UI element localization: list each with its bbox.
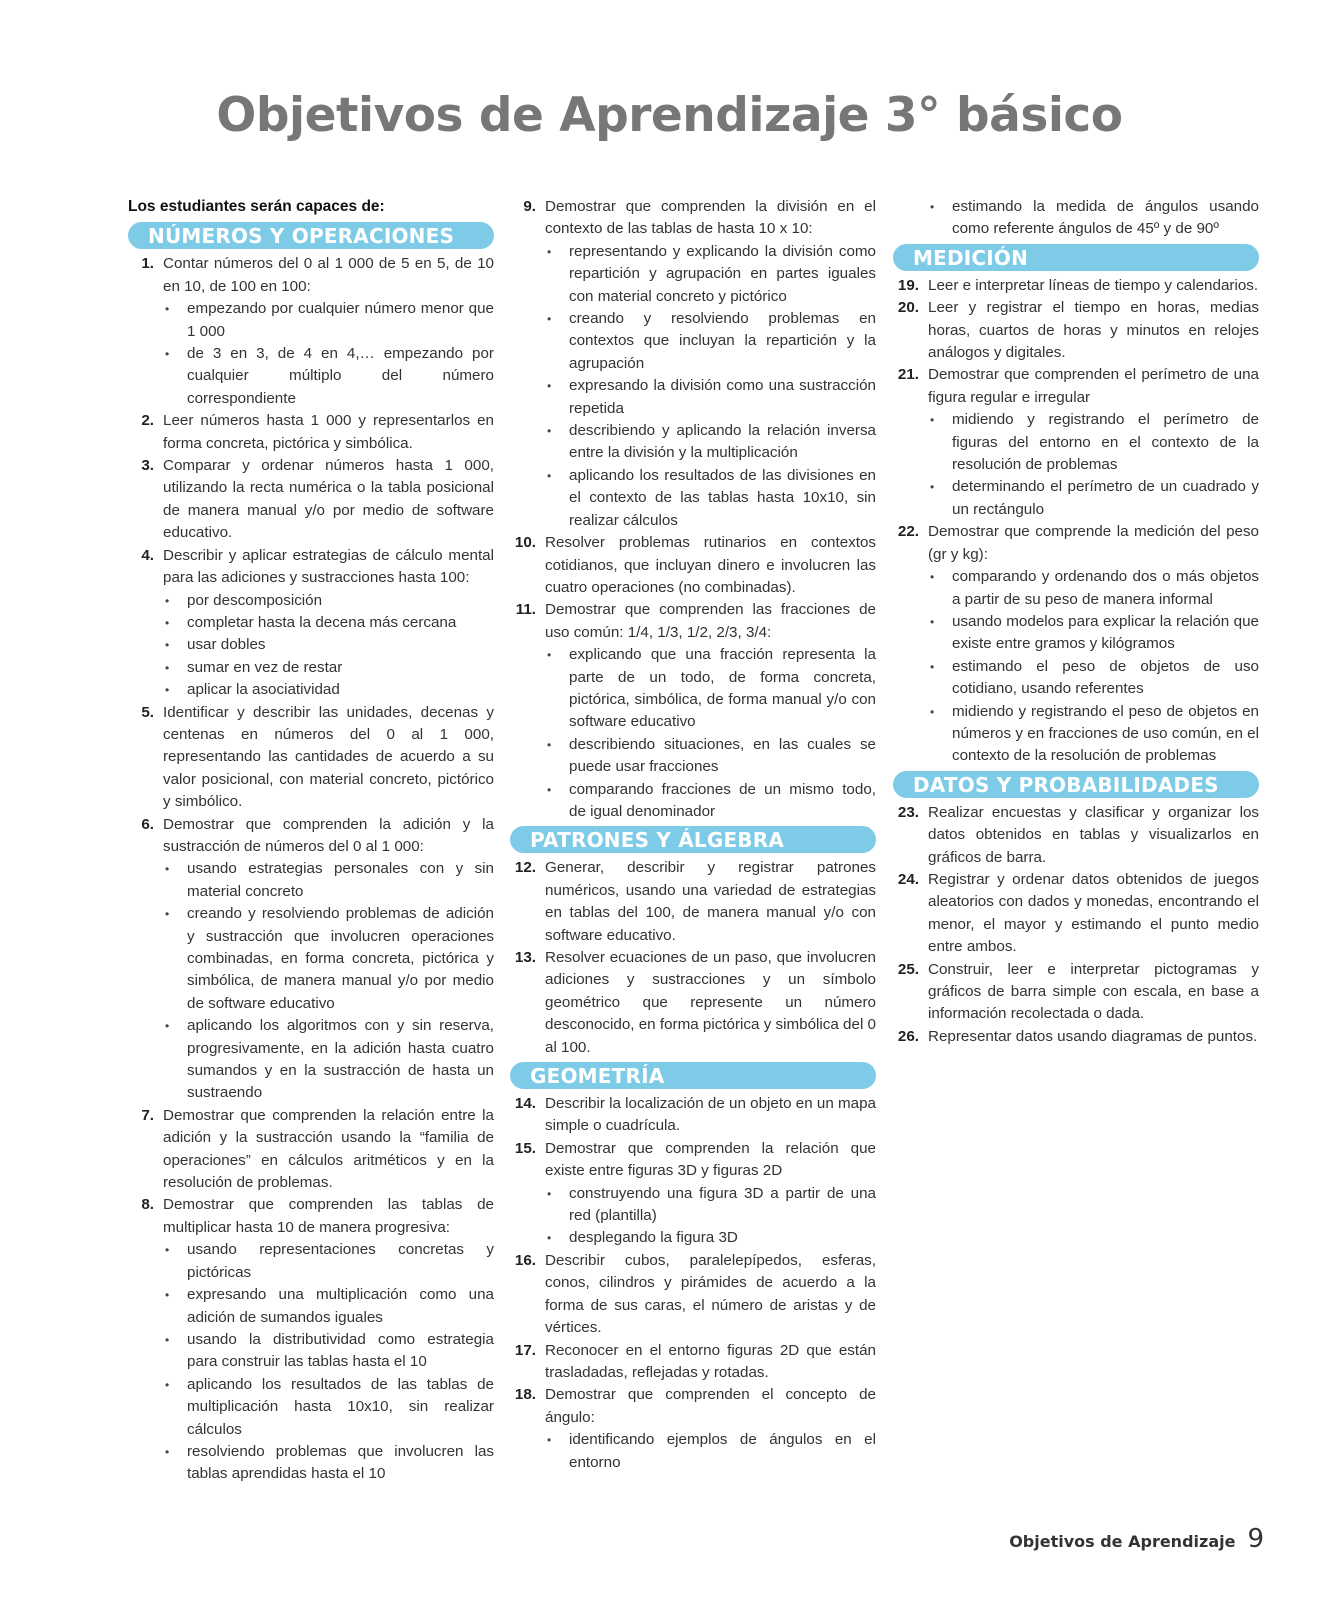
objective-text: Demostrar que comprenden el perímetro de una figura regular e irregular (928, 366, 1259, 406)
objective-number: 21. (897, 366, 919, 384)
objective-text: Contar números del 0 al 1 000 de 5 en 5, de 10 en 10, de 100 en 100: (163, 255, 494, 295)
objective-text: Demostrar que comprenden la división en el contexto de las tablas de hasta 10 x 10: (545, 198, 876, 238)
bullet-item: • sumar en vez de restar (187, 657, 494, 679)
objective-text: Identificar y describir las unidades, decenas y centenas en números del 0 al 1 000, representando las cantidades de acuerdo a su valor posicional, con material concreto, pictórico y simbólico. (163, 703, 494, 811)
objective-number: 20. (897, 299, 919, 317)
objective-text: Registrar y ordenar datos obtenidos de juegos aleatorios con dados y monedas, encontrando el menor, el mayor y estimando el punto medio entre ambos. (928, 870, 1259, 956)
bullet-item: • usando representaciones concretas y pictóricas (187, 1239, 494, 1284)
bullet-item: • aplicar la asociatividad (187, 679, 494, 701)
bullet-item: • describiendo y aplicando la relación inversa entre la división y la multiplicación (569, 420, 876, 465)
bullet-list (893, 196, 1259, 241)
objective-item (510, 947, 876, 1059)
bullet-item: • empezando por cualquier número menor que 1 000 (187, 298, 494, 343)
column-1 (128, 196, 494, 1486)
objective-text: Leer números hasta 1 000 y representarlos en forma concreta, pictórica y simbólica. (163, 412, 494, 452)
footer-label: Objetivos de Aprendizaje (1009, 1532, 1236, 1551)
objective-text: Resolver problemas rutinarios en contextos cotidianos, que incluyan dinero e involucren las cuatro operaciones (no combinadas). (545, 534, 876, 596)
objective-item (893, 869, 1259, 959)
objective-number: 22. (897, 523, 919, 541)
objective-item (510, 1250, 876, 1340)
objective-item (128, 455, 494, 545)
bullet-list (163, 298, 494, 410)
objective-number: 17. (514, 1341, 536, 1359)
section-header: PATRONES Y ÁLGEBRA (510, 826, 876, 853)
objective-item (893, 275, 1259, 297)
bullet-list (545, 1183, 876, 1250)
objective-number: 3. (141, 457, 154, 475)
bullet-item: • midiendo y registrando el peso de objetos en números y en fracciones de uso común, en el contexto de la resolución de problemas (952, 701, 1259, 768)
objective-number: 11. (515, 601, 536, 619)
bullet-item: • aplicando los algoritmos con y sin reserva, progresivamente, en la adición hasta cuatro sumandos y en la sustracción de hasta un sustraendo (187, 1015, 494, 1105)
bullet-item: • midiendo y registrando el perímetro de figuras del entorno en el contexto de la resolución de problemas (952, 409, 1259, 476)
objective-number: 24. (897, 870, 919, 888)
column-2 (510, 196, 876, 1474)
objective-text: Comparar y ordenar números hasta 1 000, utilizando la recta numérica o la tabla posicional de manera manual y/o por medio de software educativo. (163, 457, 494, 542)
objective-item (893, 959, 1259, 1026)
bullet-item: • usando estrategias personales con y sin material concreto (187, 858, 494, 903)
objective-number: 12. (514, 859, 536, 877)
objective-item (128, 253, 494, 410)
objective-text: Describir la localización de un objeto en un mapa simple o cuadrícula. (545, 1095, 876, 1135)
page-number: 9 (1247, 1524, 1264, 1554)
bullet-item: • usando la distributividad como estrategia para construir las tablas hasta el 10 (187, 1329, 494, 1374)
objective-item (893, 521, 1259, 767)
bullet-item: • expresando una multiplicación como una adición de sumandos iguales (187, 1284, 494, 1329)
objective-number: 5. (141, 703, 154, 721)
bullet-item: • comparando fracciones de un mismo todo, de igual denominador (569, 779, 876, 824)
objective-item (510, 532, 876, 599)
objective-text: Reconocer en el entorno figuras 2D que están trasladadas, reflejadas y rotadas. (545, 1341, 876, 1381)
objective-item (510, 196, 876, 532)
objective-text: Leer e interpretar líneas de tiempo y calendarios. (928, 276, 1259, 294)
objective-item (128, 1105, 494, 1195)
section-header: DATOS Y PROBABILIDADES (893, 771, 1259, 798)
objective-text: Realizar encuestas y clasificar y organizar los datos obtenidos en tablas y visualizarlos en gráficos de barra. (928, 803, 1259, 866)
objective-number: 18. (514, 1386, 536, 1404)
objective-item (893, 297, 1259, 364)
bullet-item: • expresando la división como una sustracción repetida (569, 375, 876, 420)
bullet-item: • determinando el perímetro de un cuadrado y un rectángulo (952, 476, 1259, 521)
objective-text: Demostrar que comprenden el concepto de ángulo: (545, 1386, 876, 1426)
objective-number: 8. (141, 1196, 154, 1214)
section-header: GEOMETRÍA (510, 1062, 876, 1089)
objective-item (510, 1340, 876, 1385)
bullet-item: • por descomposición (187, 590, 494, 612)
objective-item (510, 1384, 876, 1474)
objective-item (510, 1138, 876, 1250)
objective-text: Generar, describir y registrar patrones numéricos, usando una variedad de estrategias en tablas del 100, de manera manual y/o con software educativo. (545, 859, 876, 944)
objective-number: 16. (514, 1251, 536, 1269)
bullet-item: • describiendo situaciones, en las cuales se puede usar fracciones (569, 734, 876, 779)
objective-number: 19. (897, 276, 919, 294)
objective-item (128, 702, 494, 814)
objective-number: 15. (514, 1139, 536, 1157)
objective-text: Describir y aplicar estrategias de cálculo mental para las adiciones y sustracciones hasta 100: (163, 546, 494, 587)
bullet-list (545, 1429, 876, 1474)
bullet-list (928, 566, 1259, 768)
objective-item (893, 1026, 1259, 1048)
page-title: Objetivos de Aprendizaje 3° básico (216, 88, 1123, 143)
bullet-item: • creando y resolviendo problemas en contextos que incluyan la repartición y la agrupación (569, 308, 876, 375)
objective-item (510, 599, 876, 823)
objective-number: 2. (141, 412, 154, 430)
objective-item (510, 857, 876, 947)
bullet-list (163, 590, 494, 702)
bullet-item: • estimando la medida de ángulos usando como referente ángulos de 45º y de 90º (928, 196, 1259, 241)
bullet-item: • estimando el peso de objetos de uso cotidiano, usando referentes (952, 656, 1259, 701)
objective-text: Resolver ecuaciones de un paso, que involucren adiciones y sustracciones y un símbolo geométrico que represente un número desconocido, en forma pictórica y simbólica del 0 al 100. (545, 949, 876, 1056)
bullet-item: • usar dobles (187, 634, 494, 656)
objective-number: 4. (141, 546, 154, 564)
bullet-item: • desplegando la figura 3D (569, 1227, 876, 1249)
objective-number: 6. (141, 815, 154, 833)
objective-number: 14. (514, 1095, 536, 1113)
objective-number: 1. (141, 255, 154, 273)
objective-text: Demostrar que comprenden las tablas de multiplicar hasta 10 de manera progresiva: (163, 1196, 494, 1236)
bullet-list (545, 241, 876, 532)
objective-text: Demostrar que comprenden las fracciones de uso común: 1/4, 1/3, 1/2, 2/3, 3/4: (545, 601, 876, 641)
objective-text: Demostrar que comprenden la adición y la sustracción de números del 0 al 1 000: (163, 815, 494, 855)
objective-text: Representar datos usando diagramas de puntos. (928, 1027, 1258, 1045)
bullet-item: • representando y explicando la división como repartición y agrupación en partes iguales con material concreto y pictórico (569, 241, 876, 308)
bullet-item: • de 3 en 3, de 4 en 4,… empezando por cualquier múltiplo del número correspondiente (187, 343, 494, 410)
column-3 (893, 196, 1259, 1048)
objective-number: 9. (523, 198, 536, 215)
bullet-item: • comparando y ordenando dos o más objetos a partir de su peso de manera informal (952, 566, 1259, 611)
objective-item (128, 814, 494, 1105)
objective-text: Demostrar que comprenden la relación entre la adición y la sustracción usando la “familia de operaciones” en cálculos aritméticos y en la resolución de problemas. (163, 1106, 494, 1192)
objective-item (128, 545, 494, 702)
objective-number: 7. (141, 1106, 154, 1124)
objective-item (128, 410, 494, 455)
bullet-item: • resolviendo problemas que involucren las tablas aprendidas hasta el 10 (187, 1441, 494, 1486)
objective-text: Demostrar que comprende la medición del peso (gr y kg): (928, 523, 1259, 563)
objective-item (893, 802, 1259, 869)
page-footer (1009, 1524, 1264, 1554)
objective-number: 10. (514, 534, 536, 552)
objective-number: 23. (897, 803, 919, 821)
section-header: MEDICIÓN (893, 244, 1259, 271)
objective-item (510, 1093, 876, 1138)
objective-text: Leer y registrar el tiempo en horas, medias horas, cuartos de horas y minutos en relojes análogos y digitales. (928, 299, 1259, 362)
bullet-item: • construyendo una figura 3D a partir de una red (plantilla) (569, 1183, 876, 1228)
objective-number: 25. (897, 960, 919, 978)
intro-text: Los estudiantes serán capaces de: (128, 198, 385, 215)
objective-number: 26. (897, 1027, 919, 1045)
bullet-item: • aplicando los resultados de las divisiones en el contexto de las tablas hasta 10x10, sin realizar cálculos (569, 465, 876, 532)
bullet-item: • aplicando los resultados de las tablas de multiplicación hasta 10x10, sin realizar cálculos (187, 1374, 494, 1441)
bullet-list (928, 409, 1259, 521)
objective-item (893, 364, 1259, 521)
bullet-item: • completar hasta la decena más cercana (187, 612, 494, 634)
objective-number: 13. (514, 949, 536, 966)
bullet-item: • explicando que una fracción representa la parte de un todo, de forma concreta, pictórica, simbólica, de forma manual y/o con software educativo (569, 644, 876, 734)
bullet-list (163, 858, 494, 1104)
bullet-list (545, 644, 876, 823)
bullet-item: • usando modelos para explicar la relación que existe entre gramos y kilógramos (952, 611, 1259, 656)
bullet-item: • creando y resolviendo problemas de adición y sustracción que involucren operaciones combinadas, en forma concreta, pictórica y simbólica, de manera manual y/o por medio de software educativo (187, 903, 494, 1015)
objective-text: Describir cubos, paralelepípedos, esferas, conos, cilindros y pirámides de acuerdo a la forma de sus caras, el número de aristas y de vértices. (545, 1251, 876, 1337)
objective-text: Construir, leer e interpretar pictogramas y gráficos de barra simple con escala, en base a información recolectada o dada. (928, 960, 1259, 1023)
objective-item (128, 1194, 494, 1485)
bullet-list (163, 1239, 494, 1485)
bullet-item: • identificando ejemplos de ángulos en el entorno (569, 1429, 876, 1474)
section-header: NÚMEROS Y OPERACIONES (128, 222, 494, 249)
objective-text: Demostrar que comprenden la relación que existe entre figuras 3D y figuras 2D (545, 1139, 876, 1180)
